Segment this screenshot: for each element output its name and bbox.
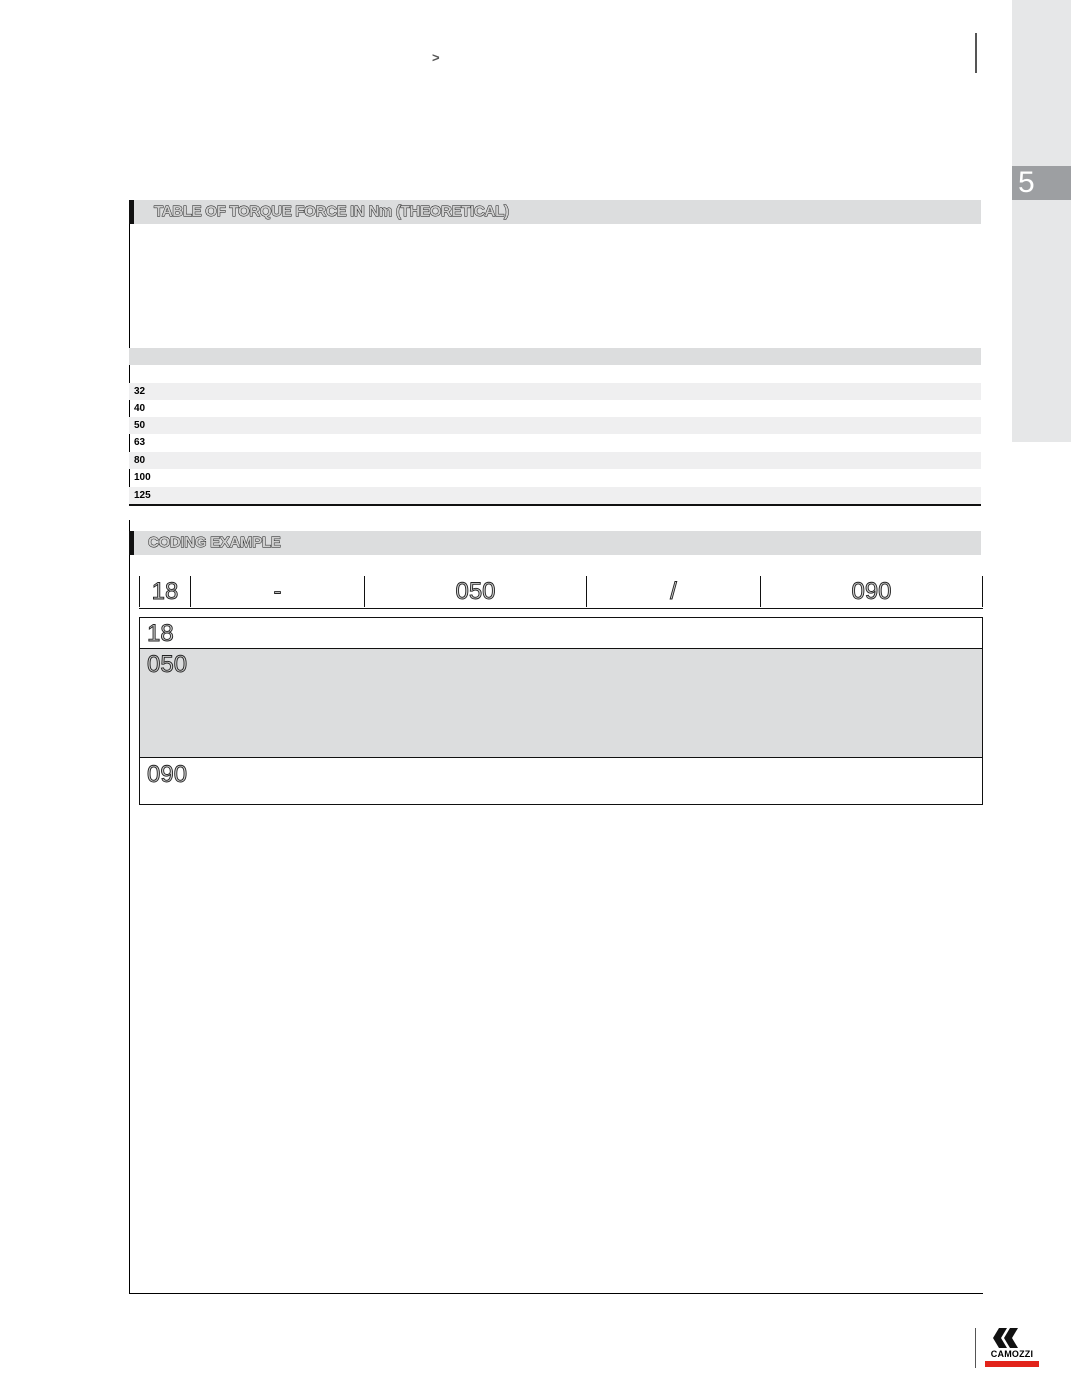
bore-cell: 32 [134, 386, 146, 397]
bore-cell: 63 [134, 437, 146, 448]
chapter-number: 5 [1012, 166, 1071, 200]
brand-accent-bar [985, 1361, 1039, 1367]
torque-table-header [129, 348, 981, 365]
table-row [129, 434, 981, 451]
coding-legend [139, 617, 983, 805]
table-row [129, 383, 981, 400]
legend-code: 050 [147, 651, 188, 678]
table-row [129, 400, 981, 417]
table-row [129, 487, 981, 504]
legend-code: 18 [147, 620, 174, 647]
code-part-rotation: 090 [760, 576, 983, 607]
footer-divider [975, 1328, 976, 1368]
legend-row-bore [140, 649, 982, 758]
bore-cell: 125 [134, 490, 151, 501]
frame-left-line [129, 520, 130, 1294]
table-row [129, 452, 981, 469]
table-row [129, 469, 981, 486]
table-row [129, 417, 981, 434]
legend-row-series [140, 618, 982, 649]
torque-table-bottom-rule [129, 504, 981, 506]
chapter-side-tab [1012, 0, 1071, 442]
brand-name: CAMOZZI [990, 1349, 1034, 1359]
coding-section-title: CODING EXAMPLE [148, 534, 281, 551]
torque-section-header [129, 200, 981, 224]
bore-cell: 80 [134, 455, 146, 466]
code-part-separator: - [190, 576, 364, 607]
bore-cell: 50 [134, 420, 146, 431]
header-divider [975, 33, 977, 73]
coding-section-header [129, 531, 981, 555]
frame-bottom-line [129, 1293, 983, 1294]
torque-section-title: TABLE OF TORQUE FORCE IN Nm (THEORETICAL) [154, 203, 509, 220]
code-part-series: 18 [139, 576, 190, 607]
camozzi-logo [985, 1326, 1039, 1370]
legend-code: 090 [147, 761, 188, 788]
code-part-slash: / [586, 576, 760, 607]
code-part-bore: 050 [364, 576, 586, 607]
coding-example-row [139, 576, 983, 609]
legend-row-rotation [140, 759, 982, 804]
bore-cell: 100 [134, 472, 151, 483]
camozzi-mark-icon [985, 1326, 1039, 1350]
breadcrumb-separator: > [432, 50, 440, 65]
bore-cell: 40 [134, 403, 146, 414]
